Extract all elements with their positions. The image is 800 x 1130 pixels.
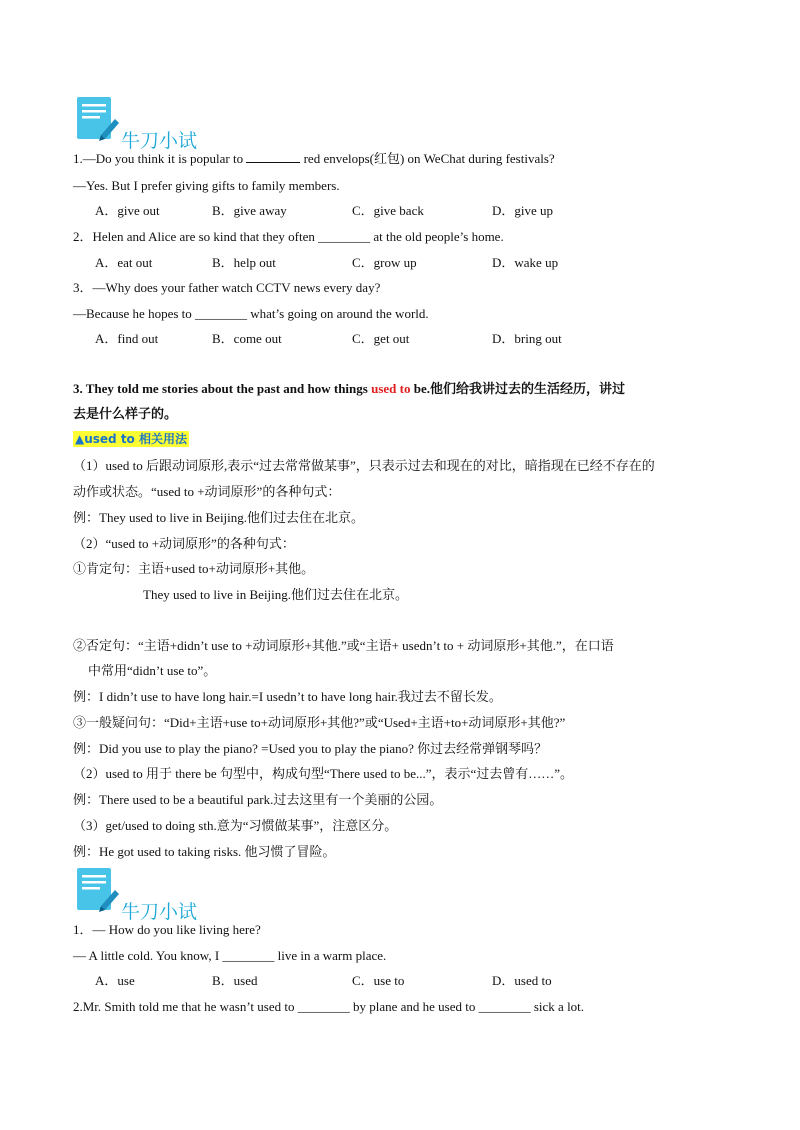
example-line: 例：They used to live in Beijing.他们过去住在北京。 <box>73 510 365 525</box>
option-c: C．give back <box>352 203 424 218</box>
option-b: B．come out <box>212 331 282 346</box>
usage-tag <box>73 430 189 448</box>
note-line: （2）used to 用于 there be 句型中，构成句型“There used to be...”，表示“过去曾有……”。 <box>73 766 574 781</box>
option-c: C．grow up <box>352 255 417 270</box>
option-a: A．eat out <box>95 255 153 270</box>
note-line: 中常用“didn’t use to”。 <box>88 663 217 678</box>
heading-highlight: used to <box>371 381 411 396</box>
example-line: 例：There used to be a beautiful park.过去这里有一个美丽的公园。 <box>73 792 443 807</box>
option-b: B．help out <box>212 255 276 270</box>
note-line: ③一般疑问句：“Did+主语+use to+动词原形+其他?”或“Used+主语+to+动词原形+其他?” <box>73 715 566 730</box>
question-text: red envelops(红包) on WeChat during festivals? <box>300 151 555 166</box>
option-d: D．wake up <box>492 255 559 270</box>
usage-tag-label: ▲used to 相关用法 <box>75 432 187 446</box>
question-1 <box>73 150 555 168</box>
heading-text: 3. They told me stories about the past and how things <box>73 381 372 396</box>
note-line: （2）“used to +动词原形”的各种句式： <box>73 536 295 551</box>
notebook-pencil-icon <box>75 95 119 145</box>
question-2: 2．Helen and Alice are so kind that they often ________ at the old people’s home. <box>73 229 504 244</box>
example-line: 例：I didn’t use to have long hair.=I usedn’t to have long hair.我过去不留长发。 <box>73 689 502 704</box>
note-line: （1）used to 后跟动词原形,表示“过去常常做某事”，只表示过去和现在的对比，暗指现在已经不存在的 <box>73 458 655 473</box>
question-1: 1．— How do you like living here? <box>73 922 261 937</box>
example-line: 例：He got used to taking risks. 他习惯了冒险。 <box>73 844 336 859</box>
note-line: ②否定句：“主语+didn’t use to +动词原形+其他.”或“主语+ usedn’t to + 动词原形+其他.”，在口语 <box>73 638 614 653</box>
answer-line: — A little cold. You know, I ________ live in a warm place. <box>73 948 387 963</box>
option-d: D．used to <box>492 973 552 988</box>
question-text: 1.—Do you think it is popular to <box>73 151 247 166</box>
question-2: 2.Mr. Smith told me that he wasn’t used to ________ by plane and he used to ________ sick a lot. <box>73 999 585 1014</box>
example-line: They used to live in Beijing.他们过去住在北京。 <box>143 587 409 602</box>
section-title: 牛刀小试 <box>121 901 198 923</box>
answer-blank <box>246 150 300 163</box>
option-c: C．use to <box>352 973 405 988</box>
question-3: 3．—Why does your father watch CCTV news every day? <box>73 280 381 295</box>
option-d: D．give up <box>492 203 554 218</box>
note-line: 动作或状态。“used to +动词原形”的各种句式： <box>73 484 341 499</box>
answer-line: —Because he hopes to ________ what’s going on around the world. <box>73 306 429 321</box>
option-a: A．find out <box>95 331 159 346</box>
answer-line: —Yes. But I prefer giving gifts to family members. <box>73 178 340 193</box>
option-d: D．bring out <box>492 331 562 346</box>
option-b: B．give away <box>212 203 287 218</box>
option-a: A．give out <box>95 203 160 218</box>
option-b: B．used <box>212 973 258 988</box>
point-heading-cont: 去是什么样子的。 <box>73 406 178 421</box>
option-c: C．get out <box>352 331 410 346</box>
example-line: 例：Did you use to play the piano? =Used you to play the piano? 你过去经常弹钢琴吗？ <box>73 741 548 756</box>
note-line: ①肯定句：主语+used to+动词原形+其他。 <box>73 561 315 576</box>
note-line: （3）get/used to doing sth.意为“习惯做某事”，注意区分。 <box>73 818 398 833</box>
section-title: 牛刀小试 <box>121 130 198 152</box>
option-a: A．use <box>95 973 135 988</box>
notebook-pencil-icon <box>75 866 119 916</box>
point-heading <box>73 380 625 398</box>
heading-text: be.他们给我讲过去的生活经历，讲过 <box>410 381 625 396</box>
